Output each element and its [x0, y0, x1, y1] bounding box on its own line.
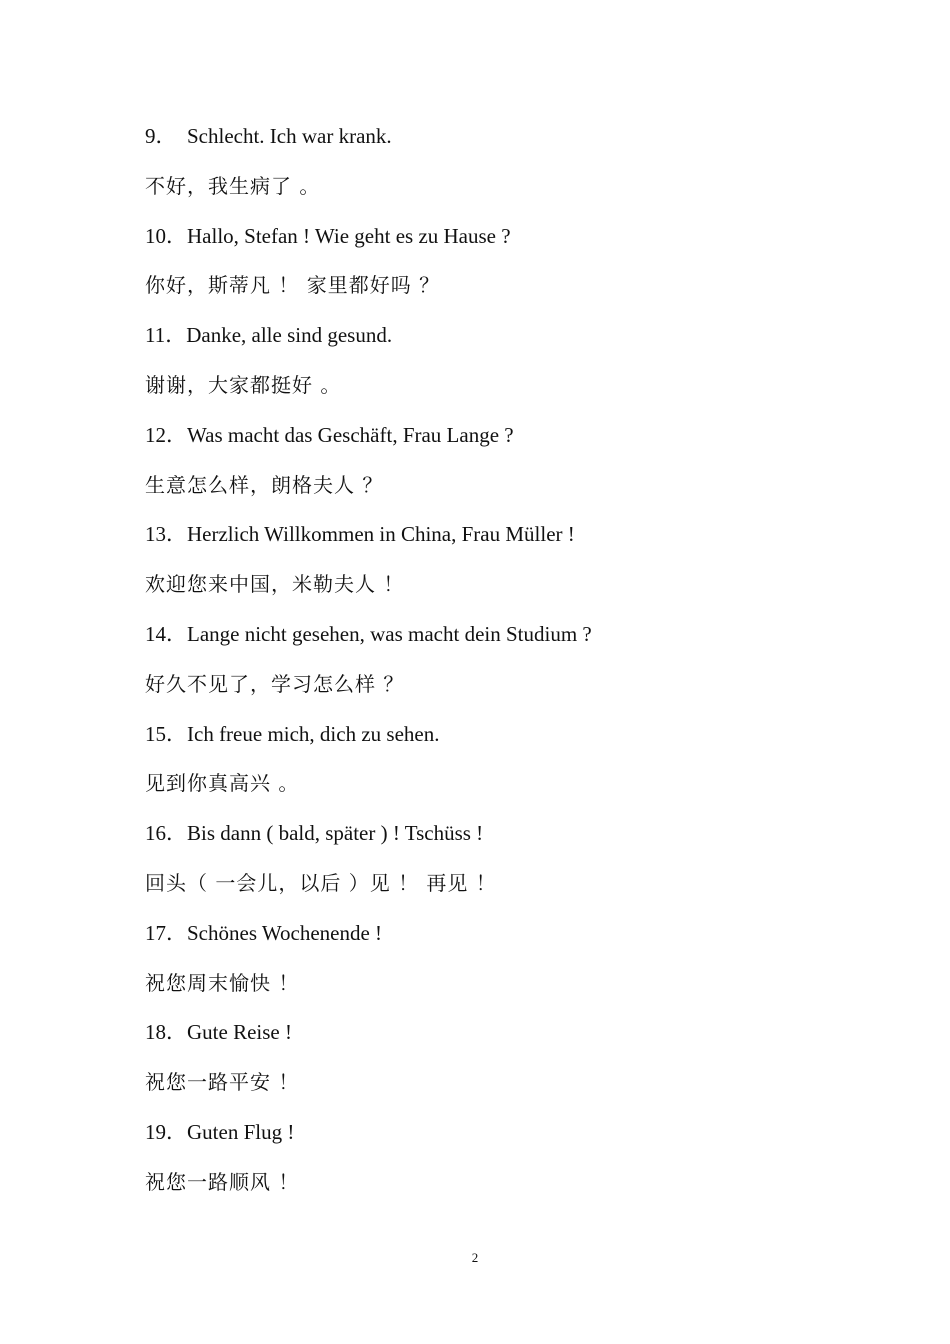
phrase-de-13: 13．Herzlich Willkommen in China, Frau Müller !	[145, 522, 575, 547]
phrase-zh-19: 祝您一路顺风 ！	[145, 1169, 300, 1194]
phrase-de-15: 15．Ich freue mich, dich zu sehen.	[145, 721, 440, 746]
phrase-de-18: 18．Gute Reise !	[145, 1020, 292, 1045]
phrase-zh-11: 谢谢，大家都挺好 。	[145, 372, 342, 397]
phrase-de-19: 19．Guten Flug !	[145, 1119, 295, 1144]
phrase-list	[145, 118, 905, 1214]
phrase-de-14: 14．Lange nicht gesehen, was macht dein Studium ?	[145, 621, 592, 646]
page-number: 2	[471, 1250, 479, 1265]
phrase-zh-15: 见到你真高兴 。	[145, 771, 300, 796]
phrase-de-9: 9． Schlecht. Ich war krank.	[145, 124, 392, 148]
phrase-zh-10: 你好，斯蒂凡 ！ 家里都好吗 ？	[145, 273, 441, 298]
phrase-de-12: 12．Was macht das Geschäft, Frau Lange ?	[145, 422, 514, 447]
phrase-de-16: 16．Bis dann ( bald, später ) ! Tschüss !	[145, 821, 484, 846]
phrase-de-11: 11．Danke, alle sind gesund.	[145, 323, 393, 348]
phrase-zh-18: 祝您一路平安 ！	[145, 1070, 300, 1095]
phrase-de-17: 17．Schönes Wochenende !	[145, 920, 383, 945]
phrase-zh-9: 不好，我生病了 。	[145, 173, 321, 198]
phrase-de-10: 10．Hallo, Stefan ! Wie geht es zu Hause ?	[145, 223, 511, 248]
phrase-zh-16: 回头（ 一会儿，以后 ）见 ！ 再见 ！	[145, 870, 497, 895]
phrase-zh-12: 生意怎么样，朗格夫人 ？	[145, 472, 384, 497]
phrase-zh-13: 欢迎您来中国，米勒夫人 ！	[145, 572, 405, 597]
phrase-zh-14: 好久不见了，学习怎么样 ？	[145, 671, 405, 696]
phrase-zh-17: 祝您周末愉快 ！	[145, 970, 300, 995]
